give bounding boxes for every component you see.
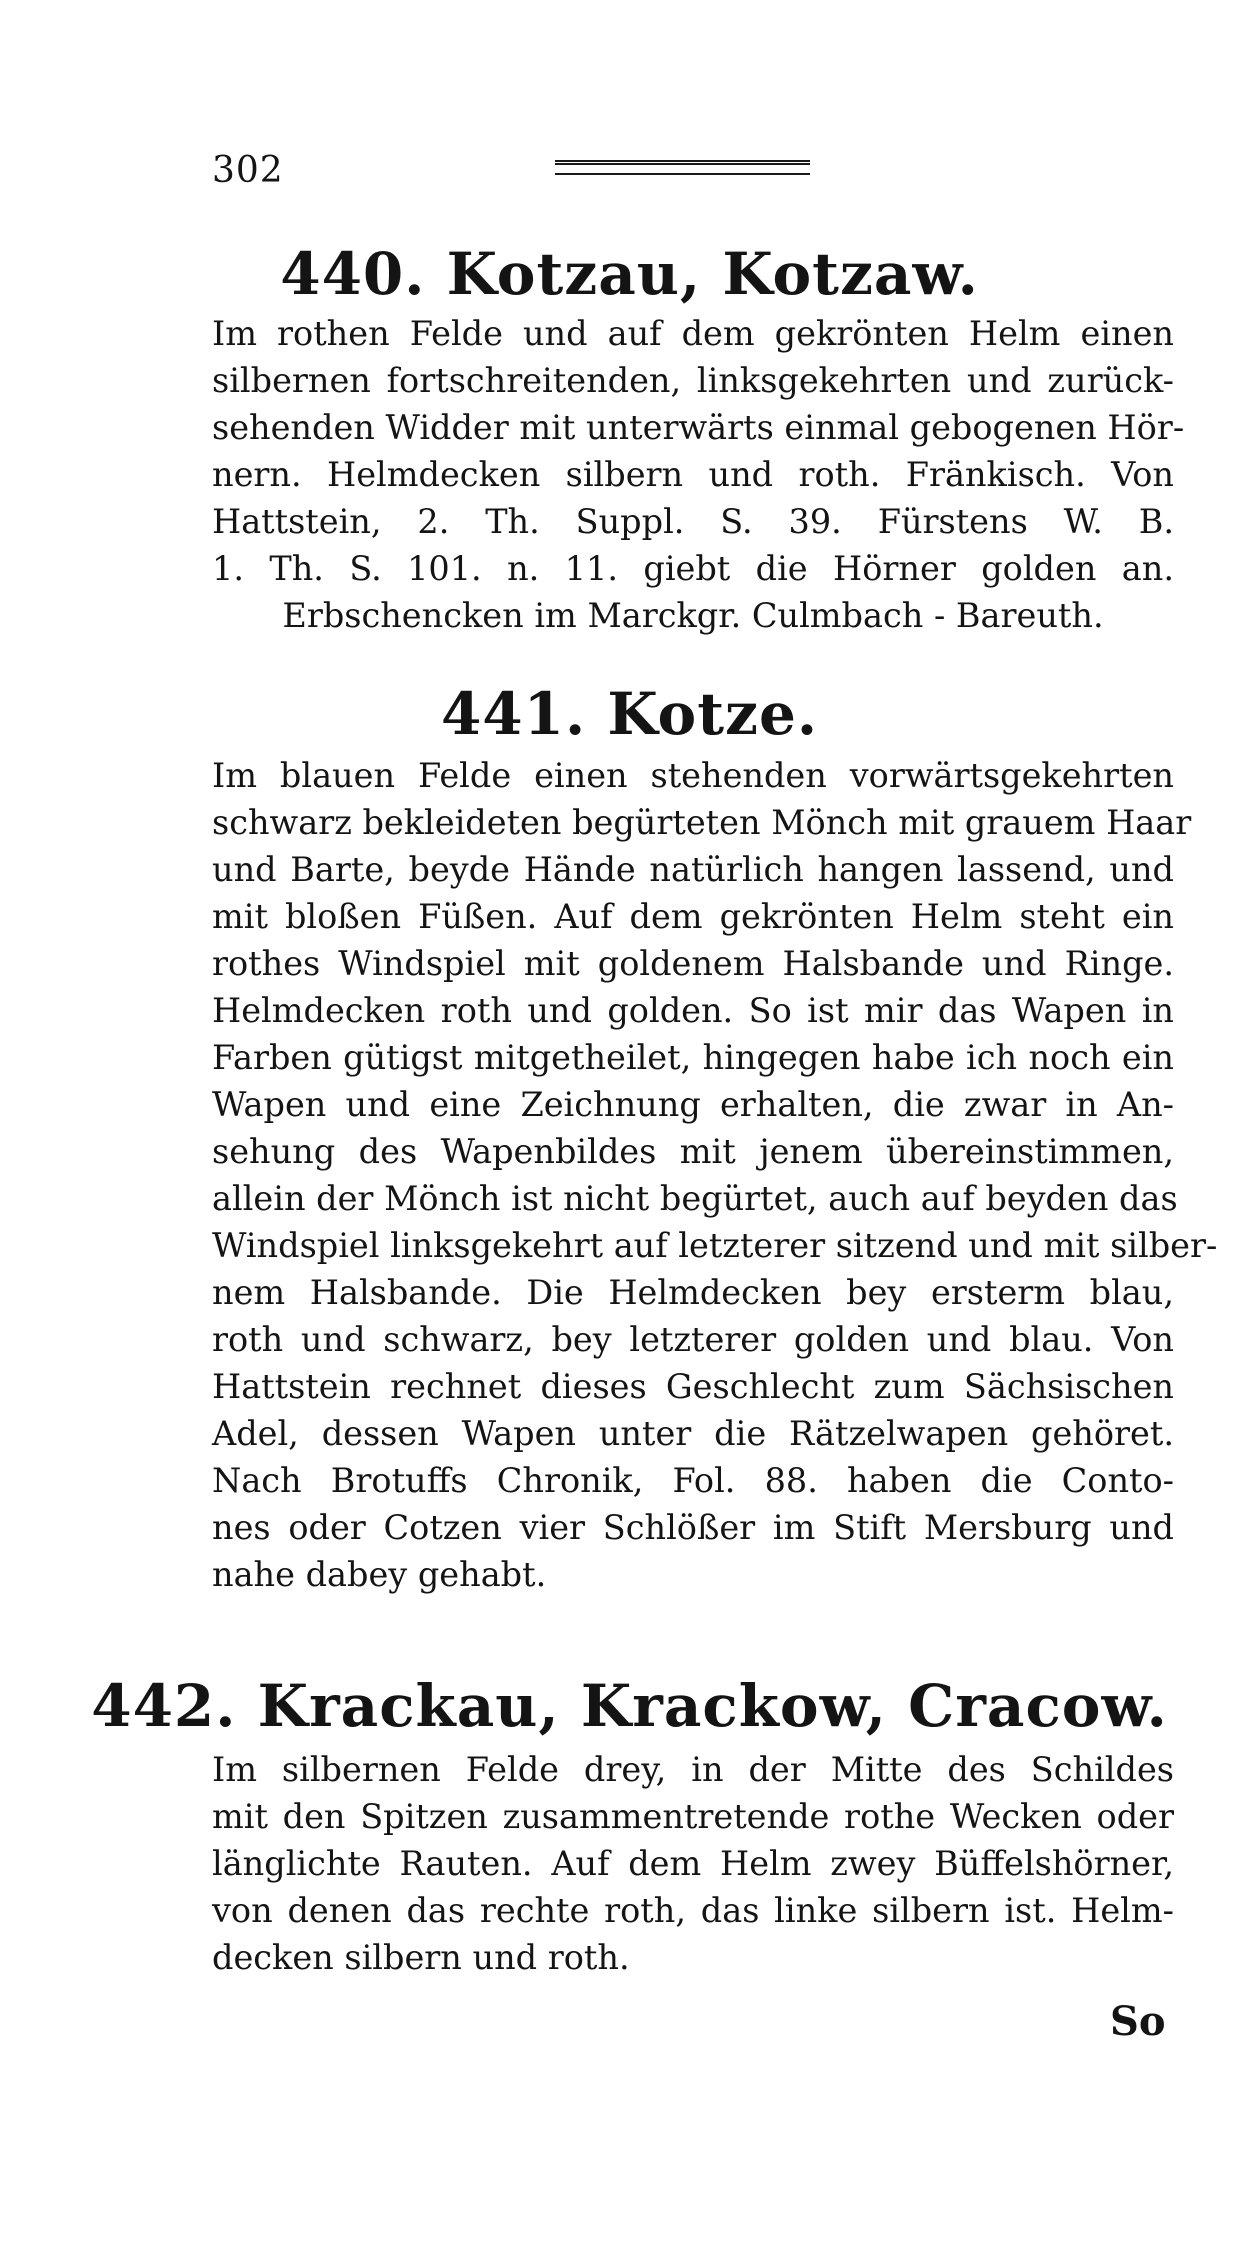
text-line: nern. Helmdecken silbern und roth. Fränkisch. Von — [212, 455, 1174, 494]
text-line: sehung des Wapenbildes mit jenem übereinstimmen, — [212, 1132, 1174, 1171]
text-line: Hattstein, 2. Th. Suppl. S. 39. Fürstens W. B. — [212, 502, 1174, 541]
text-line: roth und schwarz, bey letzterer golden und blau. Von — [212, 1320, 1174, 1359]
text-line: silbernen fortschreitenden, linksgekehrten und zurück- — [212, 361, 1174, 400]
text-line: Wapen und eine Zeichnung erhalten, die zwar in An- — [212, 1085, 1174, 1124]
text-line: Nach Brotuffs Chronik, Fol. 88. haben die Conto- — [212, 1461, 1174, 1500]
text-line: mit den Spitzen zusammentretende rothe Wecken oder — [212, 1797, 1174, 1836]
page-number: 302 — [212, 150, 284, 191]
text-line: schwarz bekleideten begürteten Mönch mit grauem Haar — [212, 803, 1192, 842]
header-rule-thin — [555, 173, 810, 175]
text-line: und Barte, beyde Hände natürlich hangen lassend, und — [212, 850, 1174, 889]
text-line: nes oder Cotzen vier Schlößer im Stift Mersburg und — [212, 1508, 1174, 1547]
text-line: 1. Th. S. 101. n. 11. giebt die Hörner golden an. — [212, 549, 1174, 588]
text-line: länglichte Rauten. Auf dem Helm zwey Büffelshörner, — [212, 1844, 1174, 1883]
text-line: nem Halsbande. Die Helmdecken bey ersterm blau, — [212, 1273, 1174, 1312]
text-line: Im rothen Felde und auf dem gekrönten Helm einen — [212, 314, 1174, 353]
text-line: mit bloßen Füßen. Auf dem gekrönten Helm steht ein — [212, 897, 1174, 936]
text-line: sehenden Widder mit unterwärts einmal gebogenen Hör- — [212, 408, 1185, 447]
text-line: Farben gütigst mitgetheilet, hingegen habe ich noch ein — [212, 1038, 1174, 1077]
text-line: Hattstein rechnet dieses Geschlecht zum Sächsischen — [212, 1367, 1174, 1406]
text-line: Im blauen Felde einen stehenden vorwärtsgekehrten — [212, 756, 1174, 795]
text-line: nahe dabey gehabt. — [212, 1555, 547, 1594]
text-line: Im silbernen Felde drey, in der Mitte des Schildes — [212, 1750, 1174, 1789]
section-body-440 — [212, 310, 1185, 639]
text-line: rothes Windspiel mit goldenem Halsbande und Ringe. — [212, 944, 1174, 983]
section-heading-442: 442. Krackau, Krackow, Cracow. — [91, 1672, 1168, 1740]
text-line: allein der Mönch ist nicht begürtet, auch auf beyden das — [212, 1179, 1178, 1218]
text-line: Helmdecken roth und golden. So ist mir das Wapen in — [212, 991, 1174, 1030]
section-body-441 — [212, 752, 1218, 1598]
text-line: Erbschencken im Marckgr. Culmbach - Bareuth. — [282, 596, 1104, 635]
catchword: So — [1110, 1998, 1166, 2045]
section-body-442 — [212, 1746, 1174, 1981]
text-line: decken silbern und roth. — [212, 1938, 630, 1977]
text-line: Windspiel linksgekehrt auf letzterer sitzend und mit silber- — [212, 1226, 1218, 1265]
text-line: von denen das rechte roth, das linke silbern ist. Helm- — [212, 1891, 1174, 1930]
section-heading-440: 440. Kotzau, Kotzaw. — [280, 240, 979, 308]
section-heading-441: 441. Kotze. — [440, 680, 819, 748]
text-line: Adel, dessen Wapen unter die Rätzelwapen gehöret. — [212, 1414, 1174, 1453]
